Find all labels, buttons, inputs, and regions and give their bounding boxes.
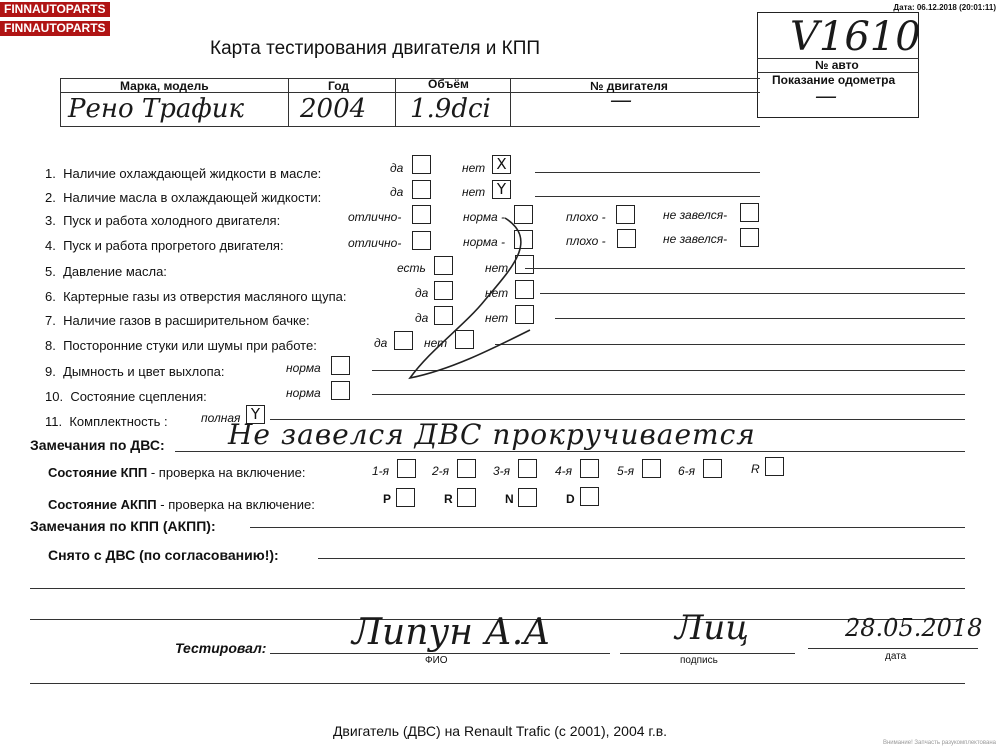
kpp-gear-5-checkbox[interactable] (642, 459, 661, 478)
q9-normal-checkbox[interactable] (331, 356, 350, 375)
date-label: дата (885, 651, 907, 662)
q8-no-label: нет (424, 336, 448, 350)
question-1: 1. Наличие охлаждающей жидкости в масле: (45, 166, 322, 181)
test-date[interactable]: 28.05.2018 (845, 614, 983, 642)
q1-yes-checkbox[interactable] (412, 155, 431, 174)
image-caption: Двигатель (ДВС) на Renault Trafic (с 2001), 2004 г.в. (332, 723, 668, 739)
kpp-gear-5-label: 5-я (617, 464, 635, 478)
auto-number: V1610 (790, 14, 921, 60)
value-year: 2004 (300, 94, 367, 124)
kpp-gear-1-label: 1-я (372, 464, 390, 478)
watermark: Внимание! Запчасть разукомплектована (882, 740, 996, 746)
kpp-gear-4-checkbox[interactable] (580, 459, 599, 478)
question-4: 4. Пуск и работа прогретого двигателя: (45, 238, 284, 253)
kpp-gear-4-label: 4-я (555, 464, 573, 478)
question-6: 6. Картерные газы из отверстия масляного щупа: (45, 289, 347, 304)
kpp-gear-2-label: 2-я (432, 464, 450, 478)
kpp-remarks-label: Замечания по КПП (АКПП): (30, 518, 216, 534)
q5-no-label: нет (485, 261, 509, 275)
handwritten-strike-mark (390, 210, 550, 385)
kpp-gear-6-checkbox[interactable] (703, 459, 722, 478)
akpp-d-checkbox[interactable] (580, 487, 599, 506)
header-odometer: Показание одометра (772, 73, 896, 87)
q3-not-started-label: не завелся- (663, 208, 728, 222)
q1-no-checkbox[interactable]: X (492, 155, 511, 174)
q10-normal-label: норма (286, 386, 321, 400)
q4-bad-checkbox[interactable] (617, 229, 636, 248)
q2-yes-label: да (390, 185, 404, 199)
value-make-model: Рено Трафик (68, 94, 245, 124)
q7-no-label: нет (485, 311, 509, 325)
header-make-model: Марка, модель (120, 79, 209, 93)
brand-logo-line1: FINNAUTOPARTS (0, 2, 110, 17)
q4-not-started-checkbox[interactable] (740, 228, 759, 247)
q8-yes-label: да (374, 336, 388, 350)
value-engine-no: — (610, 88, 632, 113)
q2-no-checkbox[interactable]: Y (492, 180, 511, 199)
header-year: Год (328, 79, 349, 93)
question-9: 9. Дымность и цвет выхлопа: (45, 364, 225, 379)
kpp-gear-3-label: 3-я (493, 464, 511, 478)
q10-normal-checkbox[interactable] (331, 381, 350, 400)
question-3: 3. Пуск и работа холодного двигателя: (45, 213, 281, 228)
tested-label: Тестировал: (175, 640, 267, 656)
akpp-r-label: R (444, 492, 453, 506)
q3-excellent-label: отлично- (348, 210, 402, 224)
header-engine-no: № двигателя (590, 79, 668, 93)
q9-normal-label: норма (286, 361, 321, 375)
brand-logo-line2: FINNAUTOPARTS (0, 21, 110, 36)
q1-yes-label: да (390, 161, 404, 175)
kpp-gear-r-label: R (751, 462, 760, 476)
akpp-p-checkbox[interactable] (396, 488, 415, 507)
kpp-gear-1-checkbox[interactable] (397, 459, 416, 478)
akpp-n-label: N (505, 492, 514, 506)
q3-bad-label: плохо - (566, 210, 606, 224)
question-5: 5. Давление масла: (45, 264, 167, 279)
q3-not-started-checkbox[interactable] (740, 203, 759, 222)
q5-has-label: есть (397, 261, 426, 275)
value-odometer: — (815, 84, 837, 109)
q4-normal-label: норма - (463, 235, 506, 249)
akpp-p-label: P (383, 492, 392, 506)
q3-bad-checkbox[interactable] (616, 205, 635, 224)
q6-yes-label: да (415, 286, 429, 300)
engine-remarks-value[interactable]: Не завелся ДВС прокручивается (228, 418, 756, 451)
akpp-n-checkbox[interactable] (518, 488, 537, 507)
header-volume: Объём (428, 77, 469, 91)
question-7: 7. Наличие газов в расширительном бачке: (45, 313, 310, 328)
signature[interactable]: Лиц (675, 608, 749, 648)
question-10: 10. Состояние сцепления: (45, 389, 207, 404)
q2-yes-checkbox[interactable] (412, 180, 431, 199)
question-8: 8. Посторонние стуки или шумы при работе: (45, 338, 317, 353)
akpp-label: Состояние АКПП - проверка на включение: (48, 497, 315, 512)
removed-label: Снято с ДВС (по согласованию!): (48, 547, 279, 563)
kpp-gear-2-checkbox[interactable] (457, 459, 476, 478)
q7-yes-label: да (415, 311, 429, 325)
value-volume: 1.9dci (410, 94, 491, 124)
question-11: 11. Комплектность : (45, 414, 168, 429)
kpp-gear-6-label: 6-я (678, 464, 696, 478)
engine-remarks-label: Замечания по ДВС: (30, 437, 165, 453)
q11-full-checkbox[interactable]: Y (246, 405, 265, 424)
fio-label: ФИО (425, 655, 448, 666)
question-2: 2. Наличие масла в охлаждающей жидкости: (45, 190, 322, 205)
kpp-label: Состояние КПП - проверка на включение: (48, 465, 306, 480)
q1-no-label: нет (462, 161, 486, 175)
kpp-gear-3-checkbox[interactable] (518, 459, 537, 478)
q2-no-label: нет (462, 185, 486, 199)
page-title: Карта тестирования двигателя и КПП (210, 38, 541, 59)
q4-excellent-label: отлично- (348, 236, 402, 250)
auto-number-label: № авто (815, 58, 859, 72)
akpp-r-checkbox[interactable] (457, 488, 476, 507)
akpp-d-label: D (566, 492, 575, 506)
q4-not-started-label: не завелся- (663, 232, 728, 246)
q11-full-label: полная (201, 411, 241, 425)
signature-label: подпись (680, 655, 718, 666)
date-stamp: Дата: 06.12.2018 (20:01:11) (893, 3, 996, 12)
kpp-gear-r-checkbox[interactable] (765, 457, 784, 476)
tester-name[interactable]: Липун А.А (352, 612, 551, 653)
q3-normal-label: норма - (463, 210, 506, 224)
q4-bad-label: плохо - (566, 234, 606, 248)
q6-no-label: нет (485, 286, 509, 300)
